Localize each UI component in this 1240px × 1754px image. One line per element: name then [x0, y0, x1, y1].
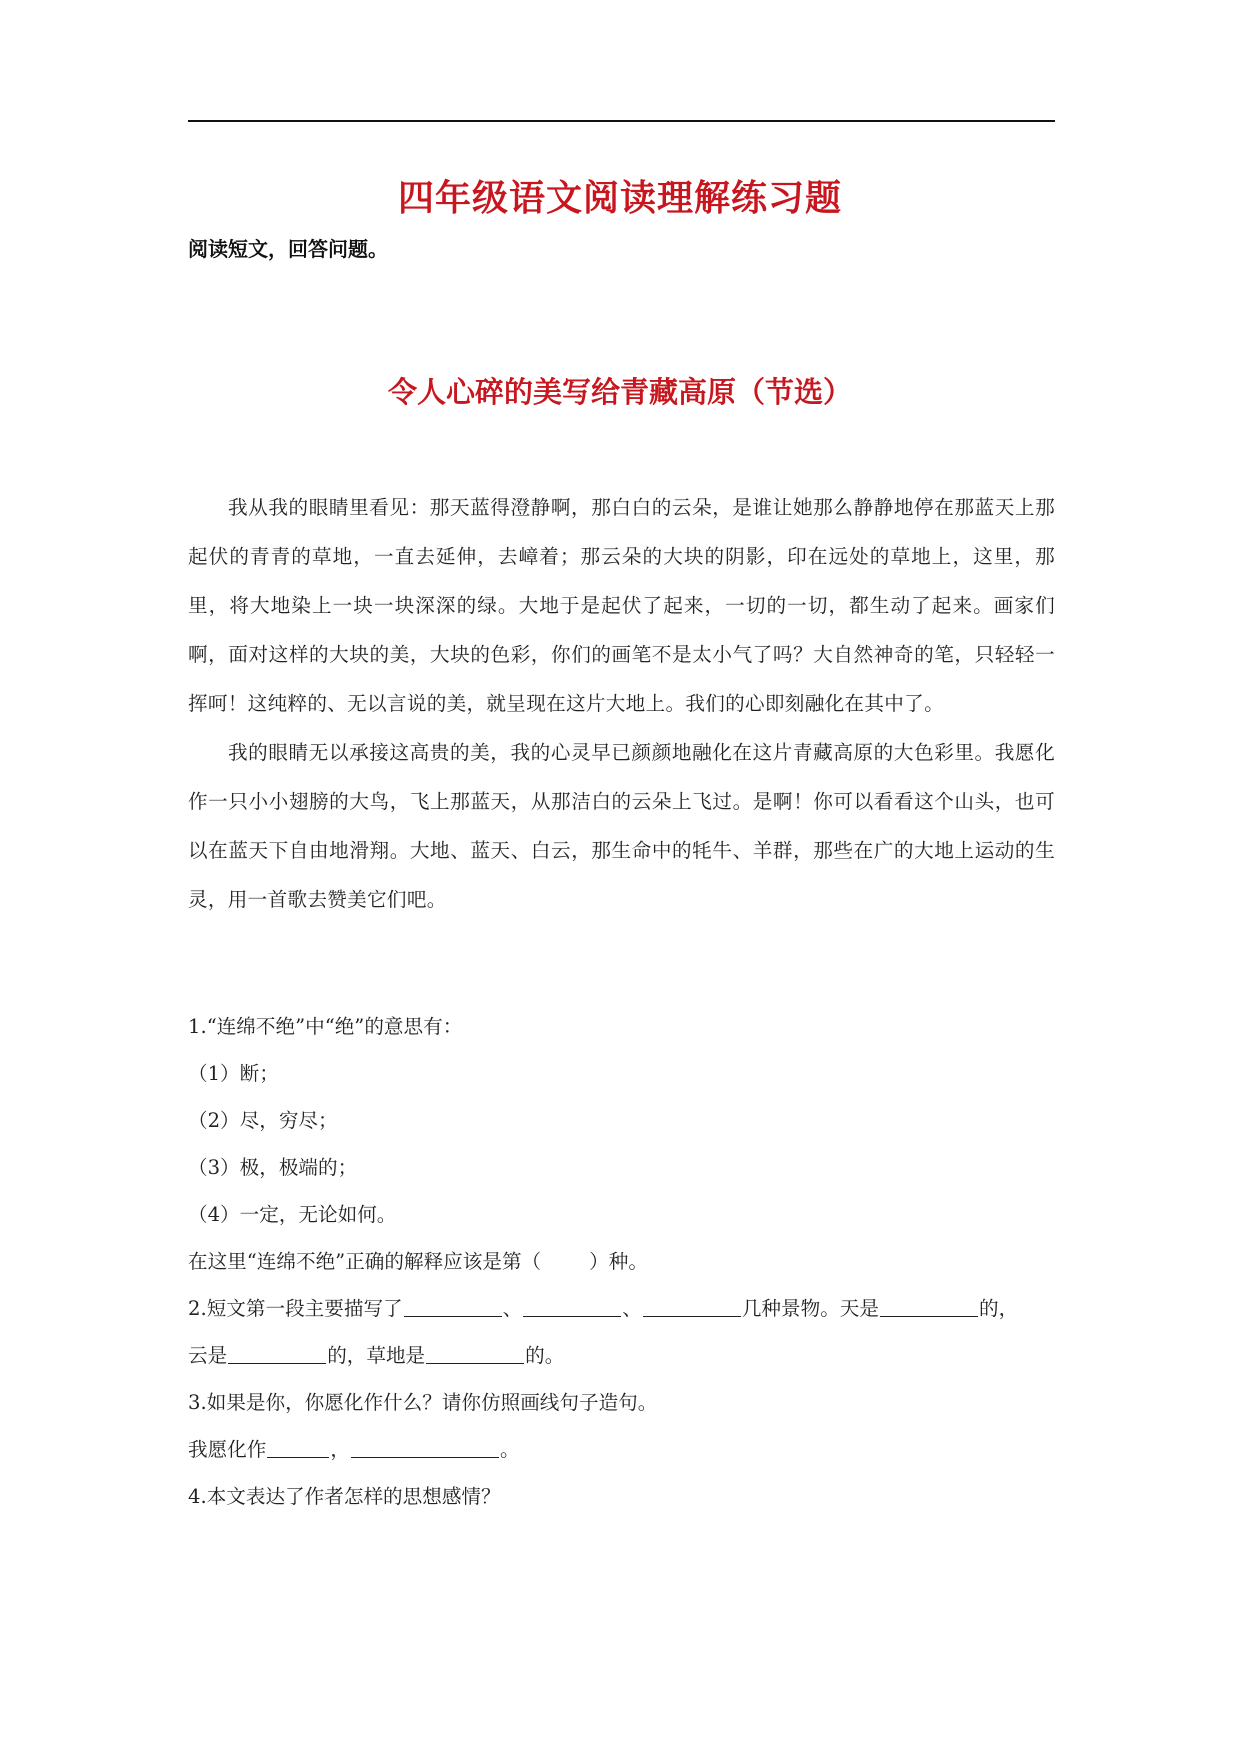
question-2-text-4: 云是: [188, 1344, 228, 1367]
passage-title: 令人心碎的美写给青藏高原（节选）: [387, 375, 852, 409]
question-2-text-1: 2.短文第一段主要描写了: [188, 1297, 403, 1320]
instruction-text: 阅读短文，回答问题。: [188, 237, 388, 261]
question-2-text-3: 的，: [978, 1297, 1019, 1320]
question-3-stem: 3.如果是你，你愿化作什么？请你仿照画线句子造句。: [188, 1391, 658, 1414]
question-3-sep: ，: [330, 1438, 350, 1461]
question-1-ask-before: 在这里“连绵不绝”正确的解释应该是第（: [188, 1250, 542, 1273]
answer-blank[interactable]: [267, 1437, 329, 1458]
question-1-option-3: （3）极，极端的；: [188, 1156, 358, 1179]
answer-blank[interactable]: [523, 1296, 621, 1317]
question-1-ask-after: ）种。: [589, 1250, 648, 1273]
header-rule: [188, 120, 1055, 122]
question-3-end: 。: [499, 1438, 520, 1461]
question-1-option-1: （1）断；: [188, 1062, 279, 1085]
answer-blank[interactable]: [643, 1296, 741, 1317]
page-title: 四年级语文阅读理解练习题: [397, 178, 842, 219]
answer-blank[interactable]: [426, 1343, 524, 1364]
question-2-text-2: 几种景物。天是: [741, 1297, 879, 1320]
question-3-answer-line: [188, 1426, 1068, 1473]
passage-paragraph-1: 我从我的眼睛里看见：那天蓝得澄静啊，那白白的云朵，是谁让她那么静静地停在那蓝天上那起伏的青青的草地，一直去延伸，去嶂着；那云朵的大块的阴影，印在远处的草地上，这里，那里，将大地染上一块一块深深的绿。大地于是起伏了起来，一切的一切，都生动了起来。画家们啊，面对这样的大块的美，大块的色彩，你们的画笔不是太小气了吗？大自然神奇的笔，只轻轻一挥呵！这纯粹的、无以言说的美，就呈现在这片大地上。我们的心即刻融化在其中了。: [188, 496, 1055, 715]
question-4-stem: 4.本文表达了作者怎样的思想感情？: [188, 1485, 501, 1508]
question-2-sep-2: 、: [622, 1297, 642, 1320]
question-1-stem: 1.“连绵不绝”中“绝”的意思有：: [188, 1015, 463, 1038]
answer-blank[interactable]: [404, 1296, 502, 1317]
question-2-line-1: [188, 1285, 1068, 1332]
question-2-line-2: [188, 1332, 1068, 1379]
question-2-text-5: 的，草地是: [327, 1344, 426, 1367]
question-2-text-6: 的。: [525, 1344, 565, 1367]
answer-blank[interactable]: [880, 1296, 978, 1317]
question-1-option-4: （4）一定，无论如何。: [188, 1203, 397, 1226]
question-1-ask: [188, 1238, 1068, 1285]
questions-section: [188, 1003, 1068, 1520]
answer-blank[interactable]: [228, 1343, 326, 1364]
passage-paragraph-2: 我的眼睛无以承接这高贵的美，我的心灵早已颜颜地融化在这片青藏高原的大色彩里。我愿化作一只小小翅膀的大鸟，飞上那蓝天，从那洁白的云朵上飞过。是啊！你可以看看这个山头，也可以在蓝天下自由地滑翔。大地、蓝天、白云，那生命中的牦牛、羊群，那些在广的大地上运动的生灵，用一首歌去赞美它们吧。: [188, 741, 1055, 911]
passage-body: [188, 483, 1055, 924]
answer-blank[interactable]: [351, 1437, 499, 1458]
question-1-option-2: （2）尽，穷尽；: [188, 1109, 338, 1132]
question-3-prefix: 我愿化作: [188, 1438, 267, 1461]
question-2-sep-1: 、: [502, 1297, 523, 1320]
